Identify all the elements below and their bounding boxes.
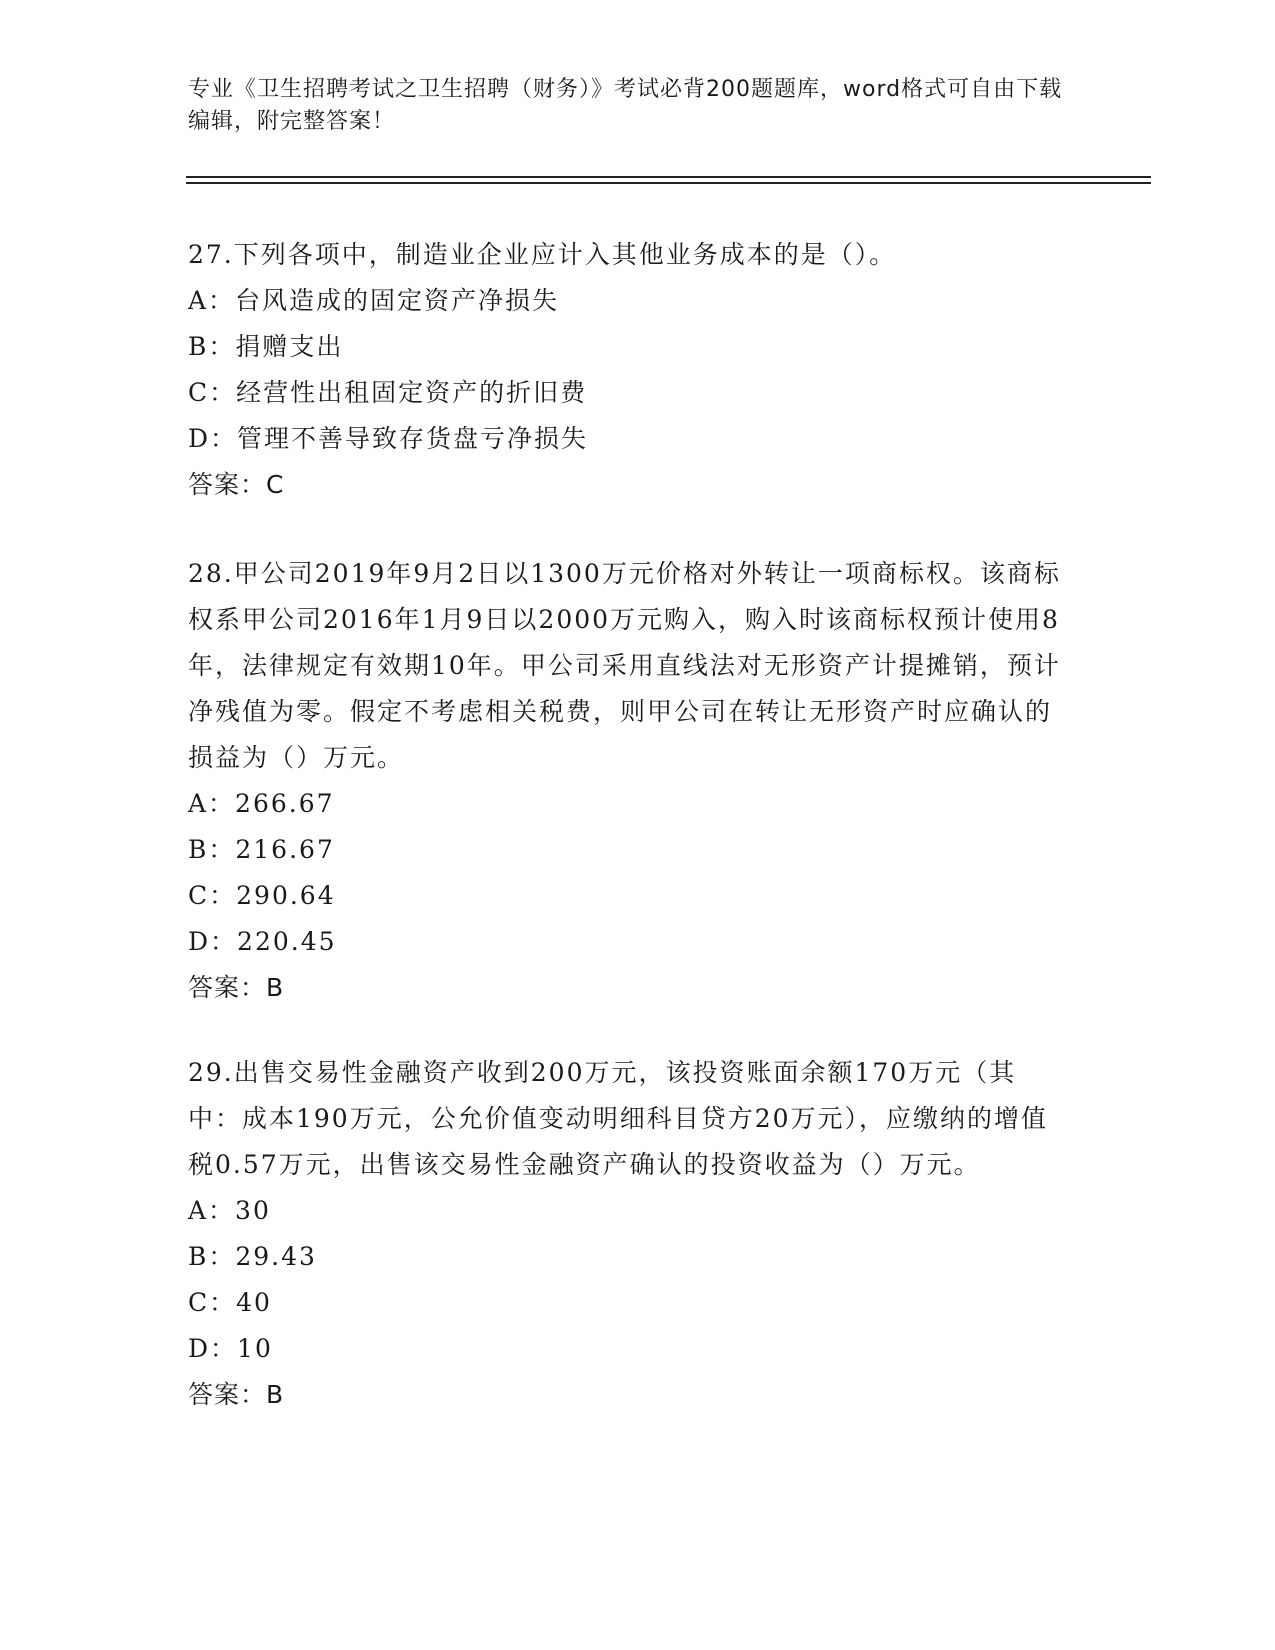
answer-line: 答案：B [188, 1380, 285, 1409]
document-header: 专业《卫生招聘考试之卫生招聘（财务）》考试必背200题题库，word格式可自由下载编辑，附完整答案！ [188, 77, 1063, 134]
answer-line: 答案：C [188, 470, 285, 499]
option-a: A：266.67 [188, 789, 335, 818]
option-d: D：10 [188, 1334, 273, 1363]
option-d: D：220.45 [188, 927, 337, 956]
question-stem: 28.甲公司2019年9月2日以1300万元价格对外转让一项商标权。该商标权系甲公司2016年1月9日以2000万元购入，购入时该商标权预计使用8年，法律规定有效期10年。甲公司采用直线法对无形资产计提摊销，预计净残值为零。假定不考虑相关税费，则甲公司在转让无形资产时应确认的损益为（）万元。 [188, 559, 1061, 772]
option-d: D：管理不善导致存货盘亏净损失 [188, 424, 589, 453]
option-c: C：40 [188, 1288, 272, 1317]
option-b: B：216.67 [188, 835, 335, 864]
question-28 [188, 551, 1068, 1011]
option-a: A：台风造成的固定资产净损失 [188, 286, 560, 315]
question-stem: 29.出售交易性金融资产收到200万元，该投资账面余额170万元（其中：成本190万元，公允价值变动明细科目贷方20万元），应缴纳的增值税0.57万元，出售该交易性金融资产确认的投资收益为（）万元。 [188, 1058, 1049, 1179]
option-c: C：经营性出租固定资产的折旧费 [188, 378, 588, 407]
question-29 [188, 1050, 1068, 1418]
option-a: A：30 [188, 1196, 271, 1225]
option-c: C：290.64 [188, 881, 336, 910]
option-b: B：29.43 [188, 1242, 317, 1271]
header-divider-bottom [186, 182, 1151, 184]
question-27 [188, 232, 1068, 508]
header-divider-top [186, 176, 1151, 178]
question-stem: 27.下列各项中，制造业企业应计入其他业务成本的是（）。 [188, 240, 897, 269]
answer-line: 答案：B [188, 973, 285, 1002]
option-b: B：捐赠支出 [188, 332, 344, 361]
